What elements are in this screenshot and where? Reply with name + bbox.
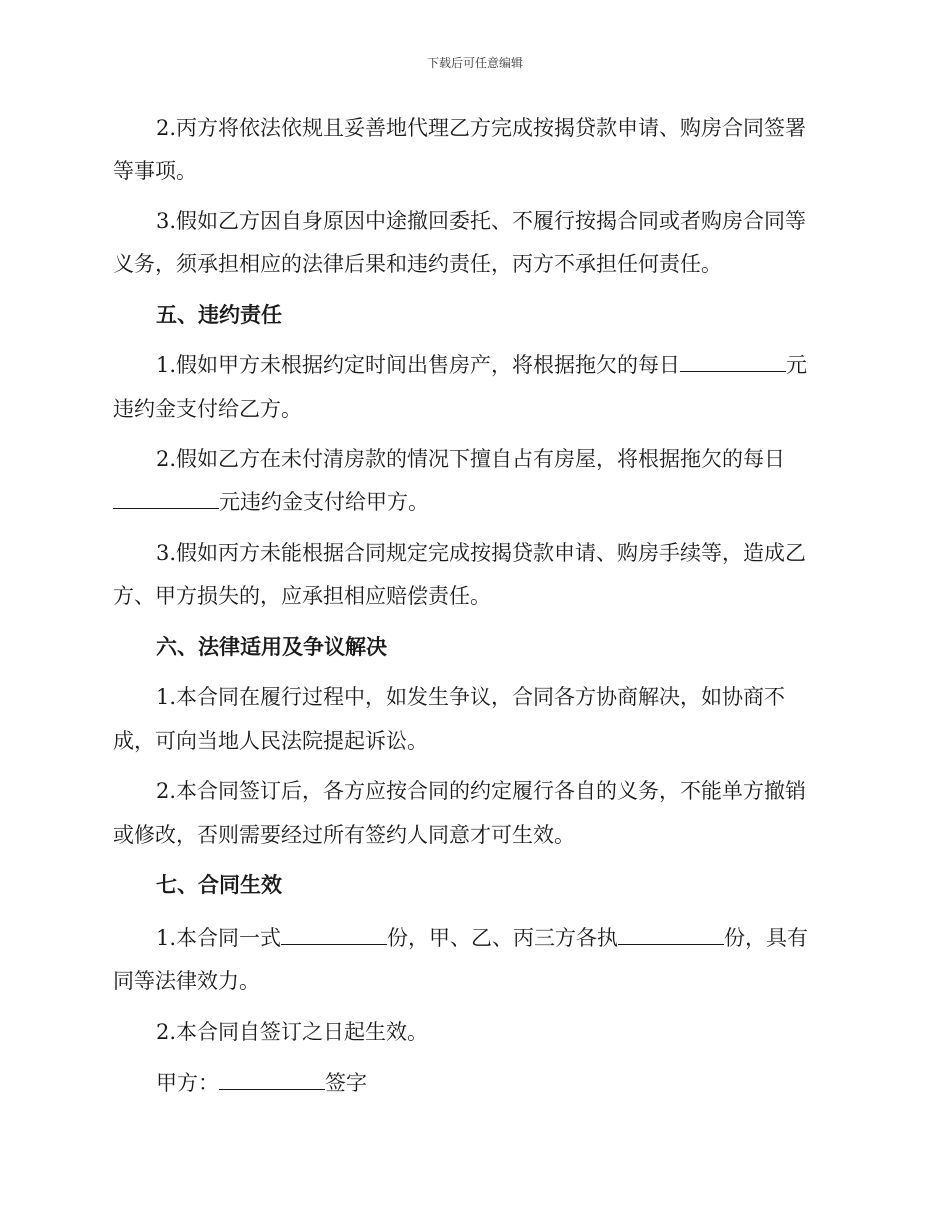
clause-5-3-line-1	[156, 541, 806, 565]
fill-in-blank	[113, 490, 219, 509]
section-heading-text: 五、违约责任	[156, 302, 282, 327]
clause-text: 方、甲方损失的，应承担相应赔偿责任。	[113, 584, 491, 608]
clause-7-1-line-1	[156, 926, 808, 950]
clause-5-2-line-2	[113, 490, 429, 514]
header-note: 下载后可任意编辑	[426, 56, 523, 70]
clause-text: 等事项。	[113, 159, 197, 183]
signature-suffix: 签字	[325, 1071, 367, 1095]
clause-text: 2.本合同签订后，各方应按合同的约定履行各自的义务，不能单方撤销	[156, 779, 807, 803]
section-heading-text: 七、合同生效	[156, 872, 282, 897]
clause-text: 份，甲、乙、丙三方各执	[387, 926, 619, 950]
clause-text: 或修改，否则需要经过所有签约人同意才可生效。	[113, 823, 575, 847]
signature-blank	[219, 1071, 325, 1090]
signature-label: 甲方：	[156, 1071, 219, 1095]
clause-text: 成，可向当地人民法院提起诉讼。	[113, 729, 428, 753]
clause-5-2-line-1	[156, 447, 785, 471]
clause-5-1-line-2	[113, 397, 302, 421]
section-5-heading	[156, 303, 282, 327]
clause-6-2-line-2	[113, 823, 575, 847]
clause-text: 违约金支付给乙方。	[113, 397, 302, 421]
clause-text: 1.本合同在履行过程中，如发生争议，合同各方协商解决，如协商不	[156, 685, 786, 709]
clause-6-2-line-1	[156, 779, 806, 803]
clause-5-3-line-2	[113, 584, 491, 608]
clause-4-2-line-2	[113, 159, 197, 183]
clause-text: 2.本合同自签订之日起生效。	[156, 1020, 429, 1044]
fill-in-blank	[680, 353, 786, 372]
clause-4-3-line-1	[156, 209, 806, 233]
clause-4-2-line-1	[156, 116, 806, 140]
clause-text: 1.假如甲方未根据约定时间出售房产，将根据拖欠的每日	[156, 353, 681, 377]
clause-7-2-line-1	[156, 1020, 428, 1044]
section-6-heading	[156, 635, 387, 659]
clause-text: 元	[786, 353, 808, 377]
clause-text: 3.假如乙方因自身原因中途撤回委托、不履行按揭合同或者购房合同等	[156, 209, 807, 233]
signature-line-party-a	[156, 1071, 367, 1095]
clause-text: 2.假如乙方在未付清房款的情况下擅自占有房屋，将根据拖欠的每日	[156, 447, 786, 471]
fill-in-blank	[618, 926, 724, 945]
clause-text: 义务，须承担相应的法律后果和违约责任，丙方不承担任何责任。	[113, 252, 722, 276]
clause-text: 3.假如丙方未能根据合同规定完成按揭贷款申请、购房手续等，造成乙	[156, 541, 807, 565]
clause-text: 份，具有	[724, 926, 809, 950]
clause-6-1-line-2	[113, 729, 428, 753]
clause-4-3-line-2	[113, 252, 722, 276]
section-7-heading	[156, 873, 282, 897]
clause-text: 元违约金支付给甲方。	[219, 490, 429, 514]
clause-7-1-line-2	[113, 969, 260, 993]
clause-text: 同等法律效力。	[113, 969, 260, 993]
fill-in-blank	[281, 926, 387, 945]
clause-6-1-line-1	[156, 685, 785, 709]
clause-text: 1.本合同一式	[156, 926, 282, 950]
clause-text: 2.丙方将依法依规且妥善地代理乙方完成按揭贷款申请、购房合同签署	[156, 116, 807, 140]
clause-5-1-line-1	[156, 353, 807, 377]
section-heading-text: 六、法律适用及争议解决	[156, 634, 387, 659]
